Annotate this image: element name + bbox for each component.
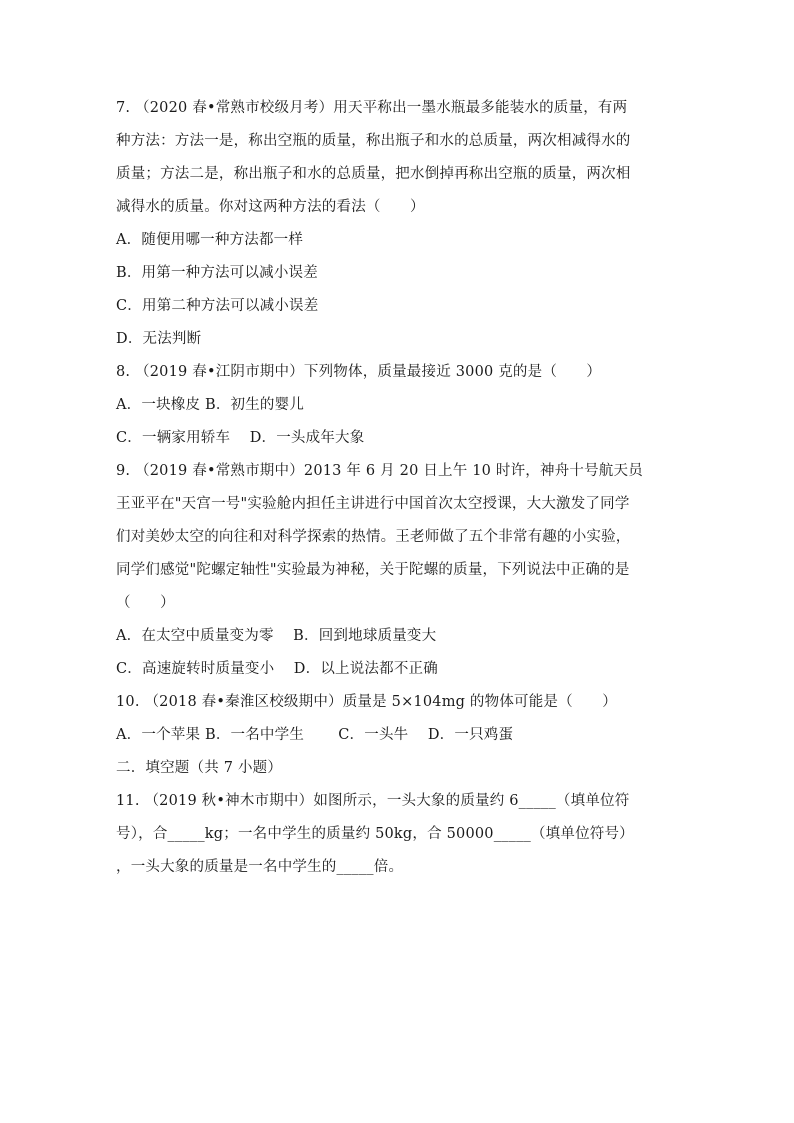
- question-list: [116, 92, 676, 884]
- q9-stem-line-4: 同学们感觉"陀螺定轴性"实验最为神秘，关于陀螺的质量，下列说法中正确的是: [116, 562, 630, 578]
- q11-stem-line-1: 11. （2019 秋•神木市期中）如图所示，一头大象的质量约 6_____（填单位符: [116, 793, 630, 809]
- q7-option-c: C．用第二种方法可以减小误差: [116, 298, 319, 314]
- q9-stem-line-1: 9. （2019 春•常熟市期中）2013 年 6 月 20 日上午 10 时许，神舟十号航天员: [116, 463, 643, 479]
- q9-options-cd: C．高速旋转时质量变小 D．以上说法都不正确: [116, 661, 438, 677]
- q7-stem-line-4: 减得水的质量。你对这两种方法的看法（ ）: [116, 199, 425, 215]
- q10-options: A．一个苹果 B．一名中学生 C．一头牛 D．一只鸡蛋: [116, 727, 514, 743]
- section-heading-fill-in: 二．填空题（共 7 小题）: [116, 760, 283, 776]
- q8-stem: 8. （2019 春•江阴市期中）下列物体，质量最接近 3000 克的是（ ）: [116, 364, 602, 380]
- q8-options-ab: A．一块橡皮 B．初生的婴儿: [116, 397, 305, 413]
- q7-stem-line-2: 种方法：方法一是，称出空瓶的质量，称出瓶子和水的总质量，两次相减得水的: [116, 133, 631, 149]
- q9-answer-bracket: （ ）: [116, 595, 175, 611]
- q8-options-cd: C．一辆家用轿车 D．一头成年大象: [116, 430, 365, 446]
- q11-stem-line-3: ，一头大象的质量是一名中学生的_____倍。: [116, 859, 404, 875]
- q9-options-ab: A．在太空中质量变为零 B．回到地球质量变大: [116, 628, 437, 644]
- q10-stem: 10. （2018 春•秦淮区校级期中）质量是 5×104mg 的物体可能是（ ）: [116, 694, 617, 710]
- q9-stem-line-3: 们对美妙太空的向往和对科学探索的热情。王老师做了五个非常有趣的小实验，: [116, 529, 631, 545]
- q11-stem-line-2: 号），合_____kg；一名中学生的质量约 50kg，合 50000_____（填单位符号）: [116, 826, 634, 842]
- q7-option-a: A．随便用哪一种方法都一样: [116, 232, 304, 248]
- q7-option-b: B．用第一种方法可以减小误差: [116, 265, 318, 281]
- q7-stem-line-3: 质量；方法二是，称出瓶子和水的总质量，把水倒掉再称出空瓶的质量，两次相: [116, 166, 631, 182]
- q7-option-d: D．无法判断: [116, 331, 202, 347]
- q7-stem-line-1: 7. （2020 春•常熟市校级月考）用天平称出一墨水瓶最多能装水的质量，有两: [116, 100, 628, 116]
- q9-stem-line-2: 王亚平在"天宫一号"实验舱内担任主讲进行中国首次太空授课，大大激发了同学: [116, 496, 630, 512]
